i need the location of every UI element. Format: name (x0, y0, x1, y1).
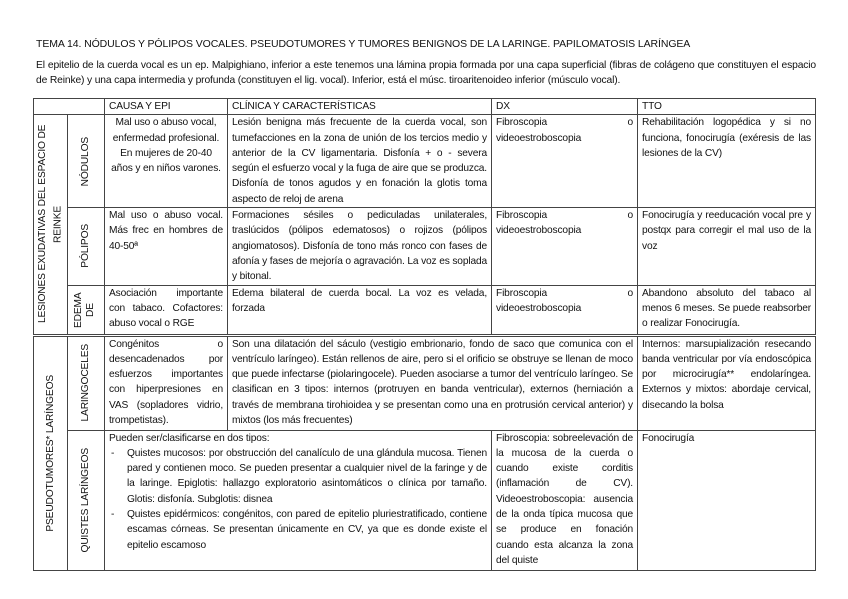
row-label (68, 285, 105, 335)
lesions-table (33, 98, 816, 571)
row-label-text: NÓDULOS (80, 136, 92, 186)
clinica-cell: Son una dilatación del sáculo (vestigio embrionario, fondo de saco que comunica con el ventrículo laríngeo). Están rellenos de aire, pero si el orificio se obstruye se llenan de moco que puede infectarse (piolaringocele). Pueden asociarse a tumor del ventrículo laríngeo. Se clasifican en 3 tipos: internos (protruyen en banda ventricular), externos (herniación a través de membrana tirohioidea y se presentan como una en protrusión cervical anterior) y mixtos (los más frecuentes) (228, 335, 638, 430)
causa-clinica-cell (105, 430, 492, 570)
header-dx: DX (492, 99, 638, 115)
document-title: TEMA 14. NÓDULOS Y PÓLIPOS VOCALES. PSEUDOTUMORES Y TUMORES BENIGNOS DE LA LARINGE. PAPILOMATOSIS LARÍNGEA (36, 38, 691, 50)
header-causa: CAUSA Y EPI (105, 99, 228, 115)
dx-cell: Fibroscopia o videoestroboscopia (492, 208, 638, 285)
table-row (34, 335, 816, 430)
causa-cell: Congénitos o desencadenados por esfuerzos importantes con hiperpresiones en VAS (sopladores vidrio, trompetistas). (105, 335, 228, 430)
row-label (68, 430, 105, 570)
dx-cell: Fibroscopia o videoestroboscopia (492, 115, 638, 208)
table-row (34, 430, 816, 570)
tto-cell: Rehabilitación logopédica y si no funciona, fonocirugía (exéresis de las lesiones de la CV) (638, 115, 816, 208)
table-row (34, 208, 816, 285)
row-label-text: LARINGOCELES (80, 344, 92, 422)
tto-cell: Abandono absoluto del tabaco al menos 6 meses. Se puede reabsorber o realizar Fonocirugía. (638, 285, 816, 335)
quistes-intro: Pueden ser/clasificarse en dos tipos: (109, 432, 270, 444)
group-label-text: LESIONES EXUDATIVAS DEL ESPACIO DE REINKE (37, 125, 64, 324)
dx-cell: Fibroscopia o videoestroboscopia (492, 285, 638, 335)
list-item: - Quistes epidérmicos: congénitos, con pared de epitelio pluriestratificado, contiene escamas córneas. Se presentan únicamente en CV, ya que es donde existe el epitelio escamoso (127, 507, 487, 553)
row-label-text: QUISTES LARÍNGEOS (80, 447, 92, 553)
row-label (68, 208, 105, 285)
group-label (34, 335, 68, 570)
quistes-list (109, 446, 487, 553)
causa-cell: Mal uso o abuso vocal. Más frec en hombres de 40-50ª (105, 208, 228, 285)
tto-cell: Fonocirugía (638, 430, 816, 570)
tto-cell: Internos: marsupialización resecando banda ventricular por vía endoscópica por microcirugía** endolaríngea. Externos y mixtos: abordaje cervical, disecando la bolsa (638, 335, 816, 430)
group-label (34, 115, 68, 335)
row-label-text: EDEMA DE (73, 291, 96, 328)
table-row (34, 115, 816, 208)
row-label-text: PÓLIPOS (80, 224, 92, 269)
intro-paragraph: El epitelio de la cuerda vocal es un ep. Malpighiano, inferior a este tenemos una lámina propia formada por una capa superficial (fibras de colágeno que constituyen el espacio de Reinke) y una capa intermedia y profunda (constituyen el lig. vocal). Inferior, está el músc. tiroaritenoideo inferior (músculo vocal). (36, 60, 816, 86)
dx-cell: Fibroscopia: sobreelevación de la mucosa de la cuerda o cuando existe corditis (inflamación de CV). Videoestroboscopia: ausencia de la onda típica mucosa que se produce en fonación cuando esta alcanza la zona del quiste (492, 430, 638, 570)
header-row (34, 99, 816, 115)
table-row (34, 285, 816, 335)
causa-cell: Mal uso o abuso vocal, enfermedad profesional. En mujeres de 20-40 años y en niños varones. (105, 115, 228, 208)
header-empty (34, 99, 105, 115)
row-label (68, 115, 105, 208)
group-label-text: PSEUDOTUMORES* LARÍNGEOS (44, 374, 56, 532)
tto-cell: Fonocirugía y reeducación vocal pre y postqx para corregir el mal uso de la voz (638, 208, 816, 285)
header-clinica: CLÍNICA Y CARACTERÍSTICAS (228, 99, 492, 115)
causa-cell: Asociación importante con tabaco. Cofactores: abuso vocal o RGE (105, 285, 228, 335)
row-label (68, 335, 105, 430)
header-tto: TTO (638, 99, 816, 115)
list-item: - Quistes mucosos: por obstrucción del canalículo de una glándula mucosa. Tienen pared y contienen moco. Se pueden presentar a cualquier nivel de la faringe y de la laringe. Epiglotis: hallazgo exploratorio asintomáticos o clínica por tamaño. Glotis: disfonía. Subglotis: disnea (127, 446, 487, 507)
clinica-cell: Edema bilateral de cuerda bocal. La voz es velada, forzada (228, 285, 492, 335)
clinica-cell: Formaciones sésiles o pediculadas unilaterales, traslúcidos (pólipos edematosos) o rojizos (pólipos angiomatosos). Disfonía de tono más ronco con fases de afonía y fases de mejoría o agravación. La voz es soplada y bitonal. (228, 208, 492, 285)
clinica-cell: Lesión benigna más frecuente de la cuerda vocal, son tumefacciones en la zona de unión de los tercios medio y anterior de la CV ligamentaria. Disfonía + o - severa según el esfuerzo vocal y la fuga de aire que se produzca. Disfonía de tonos agudos y en fonación la glotis toma aspecto de reloj de arena (228, 115, 492, 208)
